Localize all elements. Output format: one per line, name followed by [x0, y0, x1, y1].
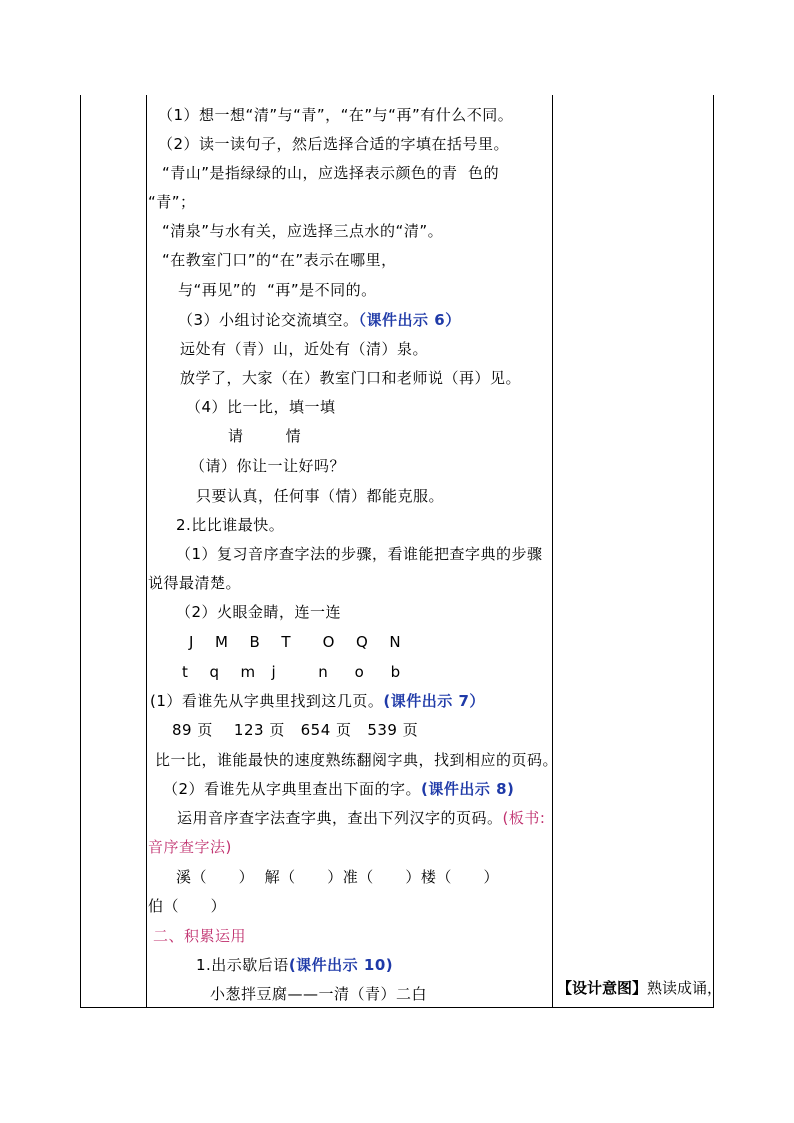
line-6: “在教室门口”的“在”表示在哪里，: [162, 251, 397, 269]
line-16: （1）复习音序查字法的步骤，看谁能把查字典的步骤: [176, 545, 543, 563]
line-28: 伯（ ）: [148, 897, 227, 915]
line-8-text: （3）小组讨论交流填空。: [178, 311, 359, 329]
courseware-ref-10: (课件出示 10): [288, 956, 394, 974]
table-bottom-border: [80, 1007, 714, 1008]
courseware-ref-8: (课件出示 8): [421, 780, 515, 798]
design-intent-tag: 【设计意图】: [557, 979, 648, 997]
line-15: 2.比比谁最快。: [176, 516, 285, 534]
section-heading-accumulate: 二、积累运用: [153, 927, 247, 945]
design-intent-note: [557, 978, 722, 998]
courseware-ref-6: （课件出示 6）: [358, 311, 461, 329]
line-7: 与“再见”的 “再”是不同的。: [178, 281, 377, 299]
line-3: “青山”是指绿绿的山，应选择表示颜色的青 色的: [162, 164, 500, 182]
design-intent-text: 熟读成诵，: [647, 979, 723, 997]
line-9: 远处有（青）山，近处有（清）泉。: [180, 340, 429, 358]
table-col-divider-1: [146, 95, 147, 1008]
line-14: 只要认真，任何事（情）都能克服。: [196, 487, 445, 505]
line-11: （4）比一比，填一填: [186, 398, 336, 416]
line-17: 说得最清楚。: [148, 574, 242, 592]
line-20: t q m j n o b: [182, 663, 401, 681]
line-2: （2）读一读句子，然后选择合适的字填在括号里。: [158, 135, 510, 153]
line-5: “清泉”与水有关，应选择三点水的“清”。: [162, 222, 444, 240]
line-30: [196, 955, 393, 975]
line-24-text: （2）看谁先从字典里查出下面的字。: [163, 780, 422, 798]
line-8: [178, 310, 461, 330]
line-18: （2）火眼金睛，连一连: [176, 603, 342, 621]
line-25: [177, 808, 545, 828]
line-10: 放学了，大家（在）教室门口和老师说（再）见。: [180, 369, 522, 387]
table-left-border: [80, 95, 81, 1008]
table-col-divider-2: [552, 95, 553, 1008]
line-12: 请 情: [228, 427, 302, 445]
line-25-text: 运用音序查字法查字典，查出下列汉字的页码。: [177, 809, 503, 827]
line-13: （请）你让一让好吗？: [190, 457, 346, 475]
line-4: “青”；: [148, 193, 196, 211]
line-19: J M B T O Q N: [189, 633, 402, 651]
line-21: [150, 691, 485, 711]
line-21-text: (1）看谁先从字典里找到这几页。: [150, 692, 384, 710]
line-31: 小葱拌豆腐——一清（青）二白: [210, 985, 428, 1003]
board-note-start: (板书:: [502, 809, 546, 827]
line-24: [163, 779, 514, 799]
line-23: 比一比，谁能最快的速度熟练翻阅字典，找到相应的页码。: [155, 751, 559, 769]
line-30-text: 1.出示歇后语: [196, 956, 289, 974]
line-1: （1）想一想“清”与“青”，“在”与“再”有什么不同。: [158, 106, 514, 124]
courseware-ref-7: (课件出示 7）: [383, 692, 485, 710]
line-22: 89 页 123 页 654 页 539 页: [172, 721, 419, 739]
table-right-border: [713, 95, 714, 1008]
line-26: 音序查字法): [148, 838, 232, 856]
line-27: 溪（ ） 解（ ）准（ ）楼（ ）: [176, 868, 499, 886]
